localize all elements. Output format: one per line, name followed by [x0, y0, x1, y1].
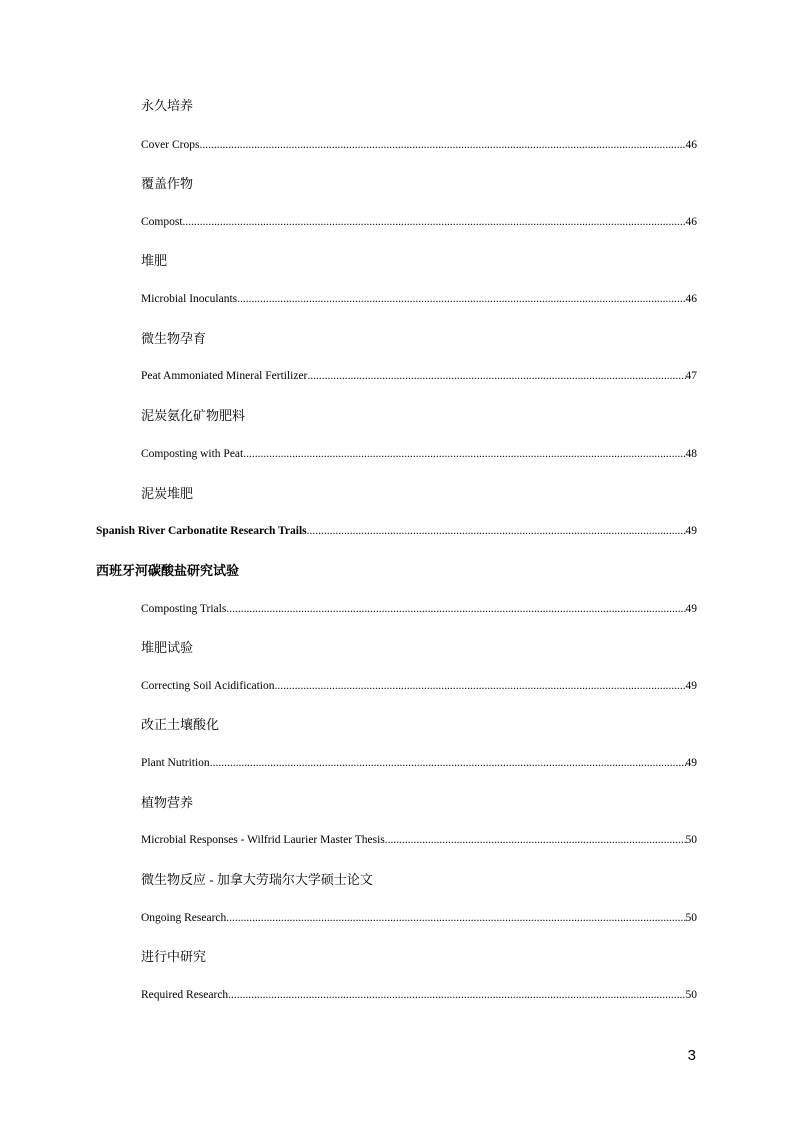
dot-leader	[210, 756, 686, 770]
toc-heading-zh: 微生物反应 - 加拿大劳瑞尔大学硕士论文	[141, 872, 373, 887]
toc-entry-page: 46	[685, 293, 697, 305]
toc-entry-composting-trials[interactable]	[141, 602, 697, 616]
toc-heading-zh: 堆肥	[141, 253, 168, 268]
toc-entry-microbial-responses[interactable]	[141, 833, 697, 847]
toc-entry-title: Plant Nutrition	[141, 757, 210, 769]
toc-heading-zh: 植物营养	[141, 795, 194, 810]
toc-entry-cover-crops[interactable]	[141, 138, 697, 152]
toc-entry-page: 49	[685, 525, 697, 537]
toc-entry-title: Cover Crops	[141, 139, 200, 151]
toc-heading-zh: 西班牙河碳酸盐研究试验	[96, 563, 240, 578]
toc-entry-composting-peat[interactable]	[141, 447, 697, 461]
toc-entry-title: Ongoing Research	[141, 912, 227, 924]
toc-heading-zh: 堆肥试验	[141, 640, 194, 655]
dot-leader	[243, 447, 685, 461]
dot-leader	[237, 292, 685, 306]
toc-heading-zh: 永久培养	[141, 98, 194, 113]
dot-leader	[385, 833, 686, 847]
toc-entry-title: Peat Ammoniated Mineral Fertilizer	[141, 370, 308, 382]
toc-entry-title: Spanish River Carbonatite Research Trails	[96, 525, 307, 537]
toc-entry-page: 48	[685, 448, 697, 460]
toc-heading-zh: 泥炭氨化矿物肥料	[141, 408, 246, 423]
dot-leader	[307, 369, 685, 383]
toc-entry-soil-acidification[interactable]	[141, 679, 697, 693]
toc-entry-ongoing-research[interactable]	[141, 911, 697, 925]
toc-entry-page: 46	[685, 139, 697, 151]
dot-leader	[199, 138, 685, 152]
dot-leader	[275, 679, 686, 693]
toc-heading-zh: 改正土壤酸化	[141, 717, 220, 732]
toc-entry-compost[interactable]	[141, 215, 697, 229]
toc-entry-page: 49	[685, 757, 697, 769]
dot-leader	[307, 524, 686, 538]
toc-entry-spanish-river[interactable]	[96, 524, 697, 538]
dot-leader	[226, 911, 685, 925]
toc-entry-title: Composting Trials	[141, 603, 227, 615]
toc-entry-page: 46	[685, 216, 697, 228]
toc-heading-zh: 泥炭堆肥	[141, 486, 194, 501]
toc-entry-plant-nutrition[interactable]	[141, 756, 697, 770]
toc-entry-title: Correcting Soil Acidification	[141, 680, 275, 692]
toc-entry-page: 49	[685, 603, 697, 615]
toc-entry-title: Composting with Peat	[141, 448, 244, 460]
toc-entry-page: 50	[685, 989, 697, 1001]
toc-heading-zh: 覆盖作物	[141, 176, 194, 191]
toc-entry-page: 50	[685, 834, 697, 846]
toc-entry-peat-fertilizer[interactable]	[141, 369, 697, 383]
toc-entry-title: Compost	[141, 216, 183, 228]
dot-leader	[228, 988, 685, 1002]
toc-entry-page: 50	[685, 912, 697, 924]
toc-entry-page: 49	[685, 680, 697, 692]
toc-heading-zh: 进行中研究	[141, 949, 207, 964]
toc-entry-title: Microbial Inoculants	[141, 293, 238, 305]
toc-entry-microbial-inoculants[interactable]	[141, 292, 697, 306]
toc-entry-required-research[interactable]	[141, 988, 697, 1002]
toc-entry-title: Required Research	[141, 989, 229, 1001]
dot-leader	[183, 215, 686, 229]
page-number: 3	[687, 1047, 696, 1064]
dot-leader	[226, 602, 685, 616]
toc-entry-page: 47	[685, 370, 697, 382]
toc-heading-zh: 微生物孕育	[141, 331, 207, 346]
toc-entry-title: Microbial Responses - Wilfrid Laurier Master Thesis	[141, 834, 385, 846]
